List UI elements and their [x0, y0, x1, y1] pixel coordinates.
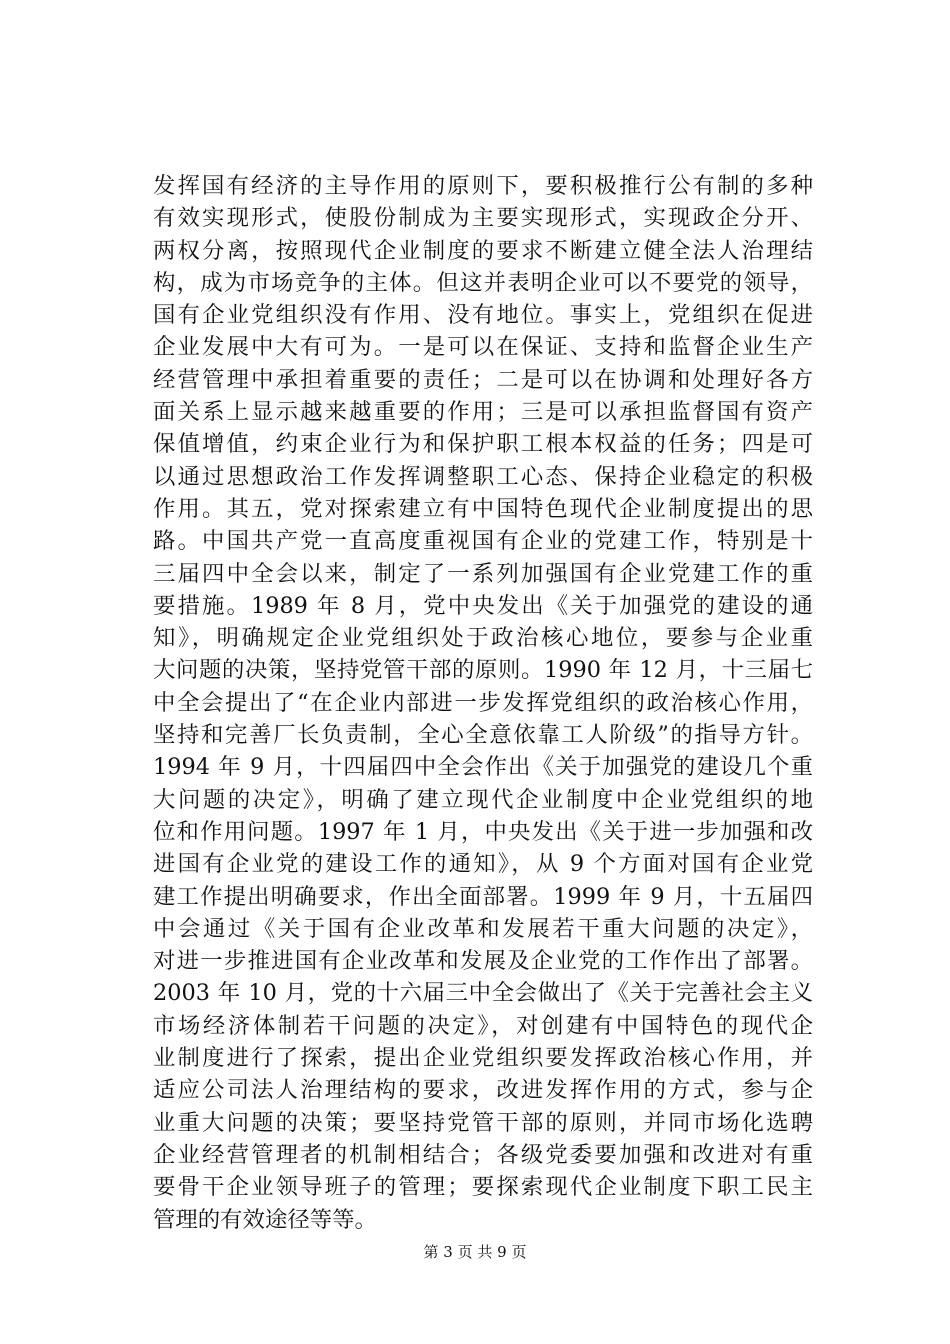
text-line: 作用。其五，党对探索建立有中国特色现代企业制度提出的思 — [153, 495, 813, 522]
text-line: 面关系上显示越来越重要的作用；三是可以承担监督国有资产 — [153, 399, 813, 426]
text-line: 有效实现形式，使股份制成为主要实现形式，实现政企分开、 — [153, 205, 813, 232]
text-line: 企业经营管理者的机制相结合；各级党委要加强和改进对有重 — [153, 1141, 813, 1168]
text-line: 2003 年 10 月，党的十六届三中全会做出了《关于完善社会主义 — [153, 980, 813, 1007]
text-line: 坚持和完善厂长负责制，全心全意依靠工人阶级”的指导方针。 — [153, 722, 813, 749]
text-line: 要骨干企业领导班子的管理；要探索现代企业制度下职工民主 — [153, 1174, 813, 1201]
text-line: 知》，明确规定企业党组织处于政治核心地位，要参与企业重 — [153, 625, 813, 652]
text-line: 构，成为市场竞争的主体。但这并表明企业可以不要党的领导， — [153, 269, 813, 296]
text-line: 两权分离，按照现代企业制度的要求不断建立健全法人治理结 — [153, 237, 813, 264]
text-line: 建工作提出明确要求，作出全面部署。1999 年 9 月，十五届四 — [153, 883, 813, 910]
text-line: 保值增值，约束企业行为和保护职工根本权益的任务；四是可 — [153, 431, 813, 458]
text-line: 业制度进行了探索，提出企业党组织要发挥政治核心作用，并 — [153, 1045, 813, 1072]
text-line: 以通过思想政治工作发挥调整职工心态、保持企业稳定的积极 — [153, 463, 813, 490]
text-line: 要措施。1989 年 8 月，党中央发出《关于加强党的建设的通 — [153, 592, 813, 619]
text-line: 1994 年 9 月，十四届四中全会作出《关于加强党的建设几个重 — [153, 754, 813, 781]
text-line: 业重大问题的决策；要坚持党管干部的原则，并同市场化选聘 — [153, 1109, 813, 1136]
text-line: 市场经济体制若干问题的决定》，对创建有中国特色的现代企 — [153, 1012, 813, 1039]
text-line: 企业发展中大有可为。一是可以在保证、支持和监督企业生产 — [153, 334, 813, 361]
text-line: 发挥国有经济的主导作用的原则下，要积极推行公有制的多种 — [153, 173, 813, 199]
text-line: 三届四中全会以来，制定了一系列加强国有企业党建工作的重 — [153, 560, 813, 587]
text-line: 路。中国共产党一直高度重视国有企业的党建工作，特别是十 — [153, 528, 813, 555]
text-line: 位和作用问题。1997 年 1 月，中央发出《关于进一步加强和改 — [153, 818, 813, 845]
page-footer: 第 3 页 共 9 页 — [423, 1243, 527, 1261]
text-line: 适应公司法人治理结构的要求，改进发挥作用的方式，参与企 — [153, 1077, 813, 1104]
text-line: 中全会提出了“在企业内部进一步发挥党组织的政治核心作用， — [153, 689, 813, 716]
body-paragraph — [153, 170, 813, 1236]
text-line: 管理的有效途径等等。 — [153, 1206, 377, 1233]
text-line: 经营管理中承担着重要的责任；二是可以在协调和处理好各方 — [153, 366, 813, 393]
text-line: 对进一步推进国有企业改革和发展及企业党的工作作出了部署。 — [153, 948, 813, 975]
text-line: 大问题的决定》，明确了建立现代企业制度中企业党组织的地 — [153, 786, 813, 813]
text-line: 大问题的决策，坚持党管干部的原则。1990 年 12 月，十三届七 — [153, 657, 813, 684]
text-line: 进国有企业党的建设工作的通知》，从 9 个方面对国有企业党 — [153, 851, 813, 878]
text-line: 中会通过《关于国有企业改革和发展若干重大问题的决定》， — [153, 915, 813, 942]
text-line: 国有企业党组织没有作用、没有地位。事实上，党组织在促进 — [153, 302, 813, 329]
